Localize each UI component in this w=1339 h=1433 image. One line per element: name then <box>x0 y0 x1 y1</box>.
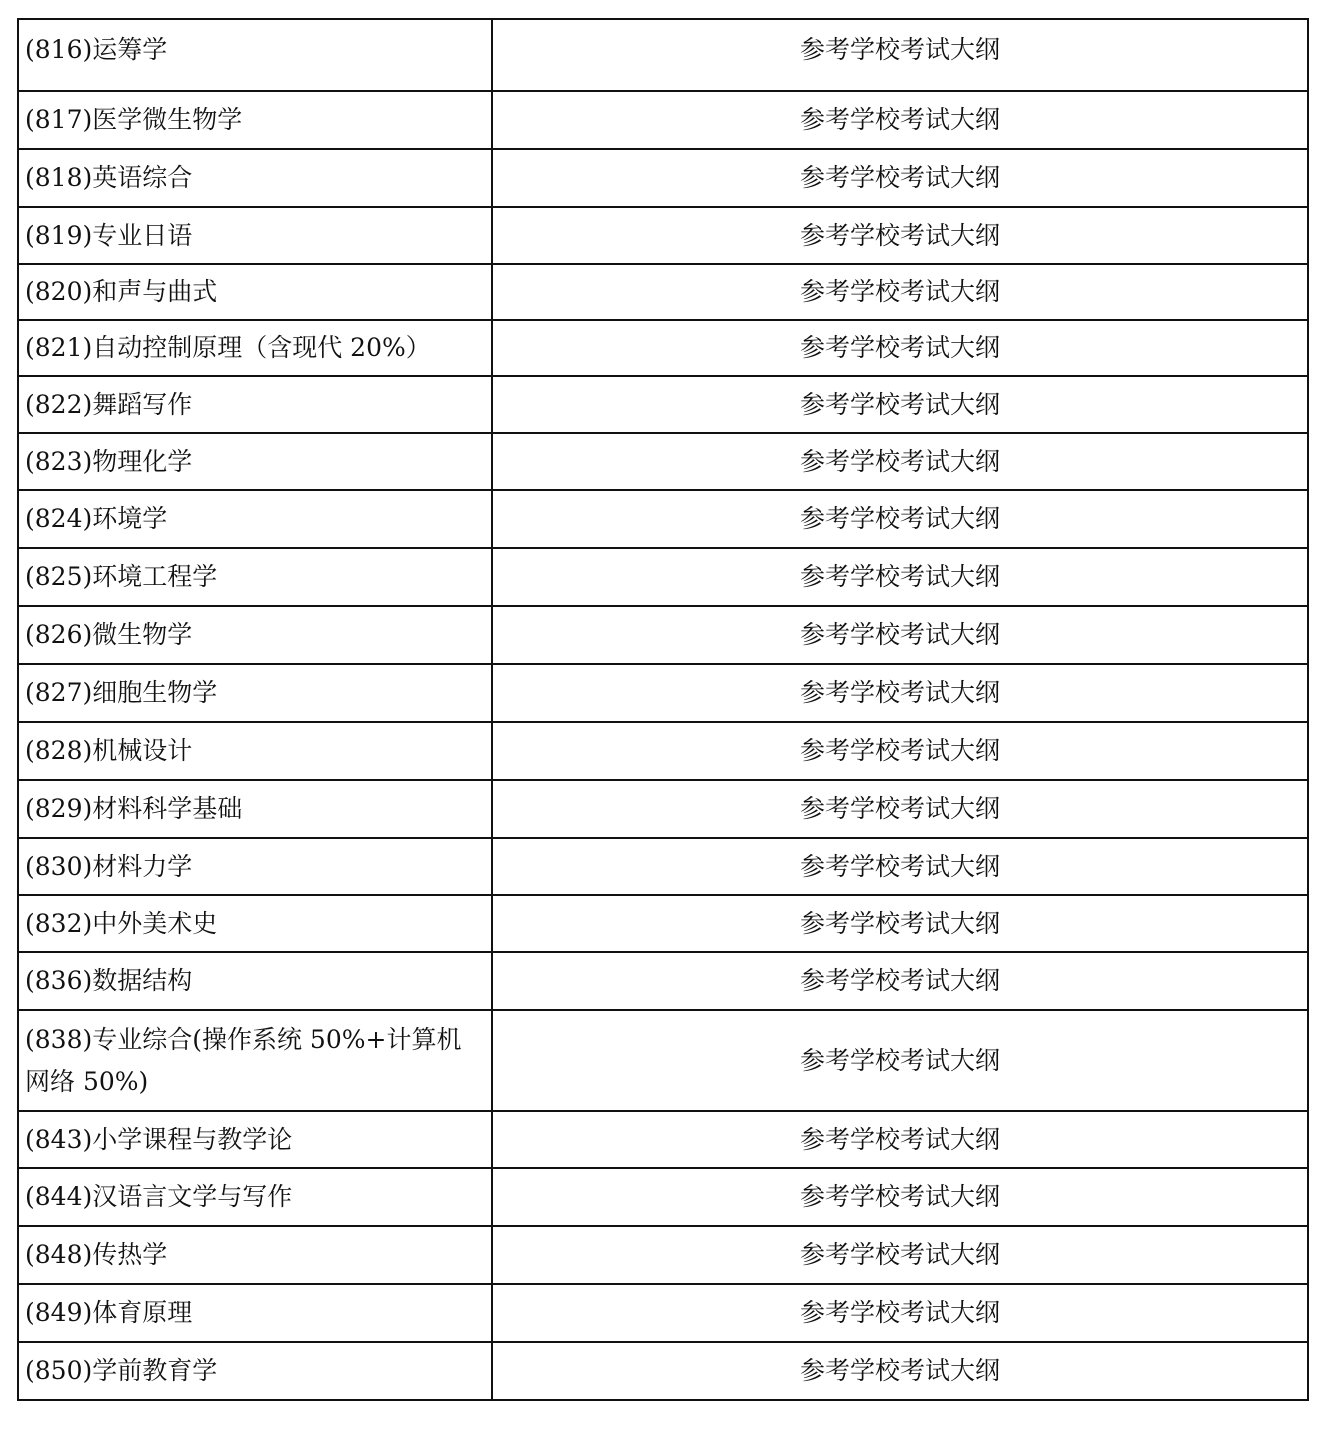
subject-cell: (819)专业日语 <box>18 207 492 264</box>
table-row <box>18 895 1308 952</box>
subject-cell: (836)数据结构 <box>18 952 492 1010</box>
reference-cell: 参考学校考试大纲 <box>492 490 1308 548</box>
subject-cell: (823)物理化学 <box>18 433 492 490</box>
table-row <box>18 838 1308 895</box>
table-row <box>18 664 1308 722</box>
subject-cell: (828)机械设计 <box>18 722 492 780</box>
reference-cell: 参考学校考试大纲 <box>492 320 1308 376</box>
subject-cell: (832)中外美术史 <box>18 895 492 952</box>
subject-cell: (822)舞蹈写作 <box>18 376 492 433</box>
subject-cell: (827)细胞生物学 <box>18 664 492 722</box>
table-row <box>18 1168 1308 1226</box>
syllabus-table-body <box>18 19 1308 1400</box>
table-row <box>18 606 1308 664</box>
table-row <box>18 207 1308 264</box>
reference-cell: 参考学校考试大纲 <box>492 433 1308 490</box>
reference-cell: 参考学校考试大纲 <box>492 548 1308 606</box>
subject-cell: (843)小学课程与教学论 <box>18 1111 492 1168</box>
reference-cell: 参考学校考试大纲 <box>492 1111 1308 1168</box>
reference-cell: 参考学校考试大纲 <box>492 780 1308 838</box>
table-row <box>18 490 1308 548</box>
table-row <box>18 548 1308 606</box>
reference-cell: 参考学校考试大纲 <box>492 838 1308 895</box>
table-row <box>18 1226 1308 1284</box>
subject-cell: (850)学前教育学 <box>18 1342 492 1400</box>
subject-cell: (849)体育原理 <box>18 1284 492 1342</box>
table-row <box>18 722 1308 780</box>
table-row <box>18 1010 1308 1111</box>
table-row <box>18 1342 1308 1400</box>
reference-cell: 参考学校考试大纲 <box>492 1010 1308 1111</box>
syllabus-table <box>17 18 1309 1401</box>
subject-cell: (821)自动控制原理（含现代 20%） <box>18 320 492 376</box>
table-row <box>18 1284 1308 1342</box>
table-row <box>18 19 1308 91</box>
table-row <box>18 1111 1308 1168</box>
table-row <box>18 264 1308 320</box>
table-row <box>18 91 1308 149</box>
reference-cell: 参考学校考试大纲 <box>492 91 1308 149</box>
table-row <box>18 433 1308 490</box>
reference-cell: 参考学校考试大纲 <box>492 376 1308 433</box>
reference-cell: 参考学校考试大纲 <box>492 207 1308 264</box>
reference-cell: 参考学校考试大纲 <box>492 1226 1308 1284</box>
reference-cell: 参考学校考试大纲 <box>492 1284 1308 1342</box>
table-row <box>18 952 1308 1010</box>
subject-cell: (829)材料科学基础 <box>18 780 492 838</box>
subject-cell: (824)环境学 <box>18 490 492 548</box>
subject-cell: (818)英语综合 <box>18 149 492 207</box>
reference-cell: 参考学校考试大纲 <box>492 149 1308 207</box>
reference-cell: 参考学校考试大纲 <box>492 895 1308 952</box>
table-row <box>18 320 1308 376</box>
reference-cell: 参考学校考试大纲 <box>492 1342 1308 1400</box>
table-row <box>18 780 1308 838</box>
subject-cell: (816)运筹学 <box>18 19 492 91</box>
table-row <box>18 149 1308 207</box>
subject-cell: (848)传热学 <box>18 1226 492 1284</box>
subject-cell: (817)医学微生物学 <box>18 91 492 149</box>
reference-cell: 参考学校考试大纲 <box>492 952 1308 1010</box>
subject-cell: (838)专业综合(操作系统 50%+计算机网络 50%) <box>18 1010 492 1111</box>
reference-cell: 参考学校考试大纲 <box>492 606 1308 664</box>
table-row <box>18 376 1308 433</box>
reference-cell: 参考学校考试大纲 <box>492 664 1308 722</box>
subject-cell: (844)汉语言文学与写作 <box>18 1168 492 1226</box>
subject-cell: (830)材料力学 <box>18 838 492 895</box>
reference-cell: 参考学校考试大纲 <box>492 19 1308 91</box>
subject-cell: (820)和声与曲式 <box>18 264 492 320</box>
subject-cell: (825)环境工程学 <box>18 548 492 606</box>
subject-cell: (826)微生物学 <box>18 606 492 664</box>
reference-cell: 参考学校考试大纲 <box>492 1168 1308 1226</box>
reference-cell: 参考学校考试大纲 <box>492 264 1308 320</box>
reference-cell: 参考学校考试大纲 <box>492 722 1308 780</box>
